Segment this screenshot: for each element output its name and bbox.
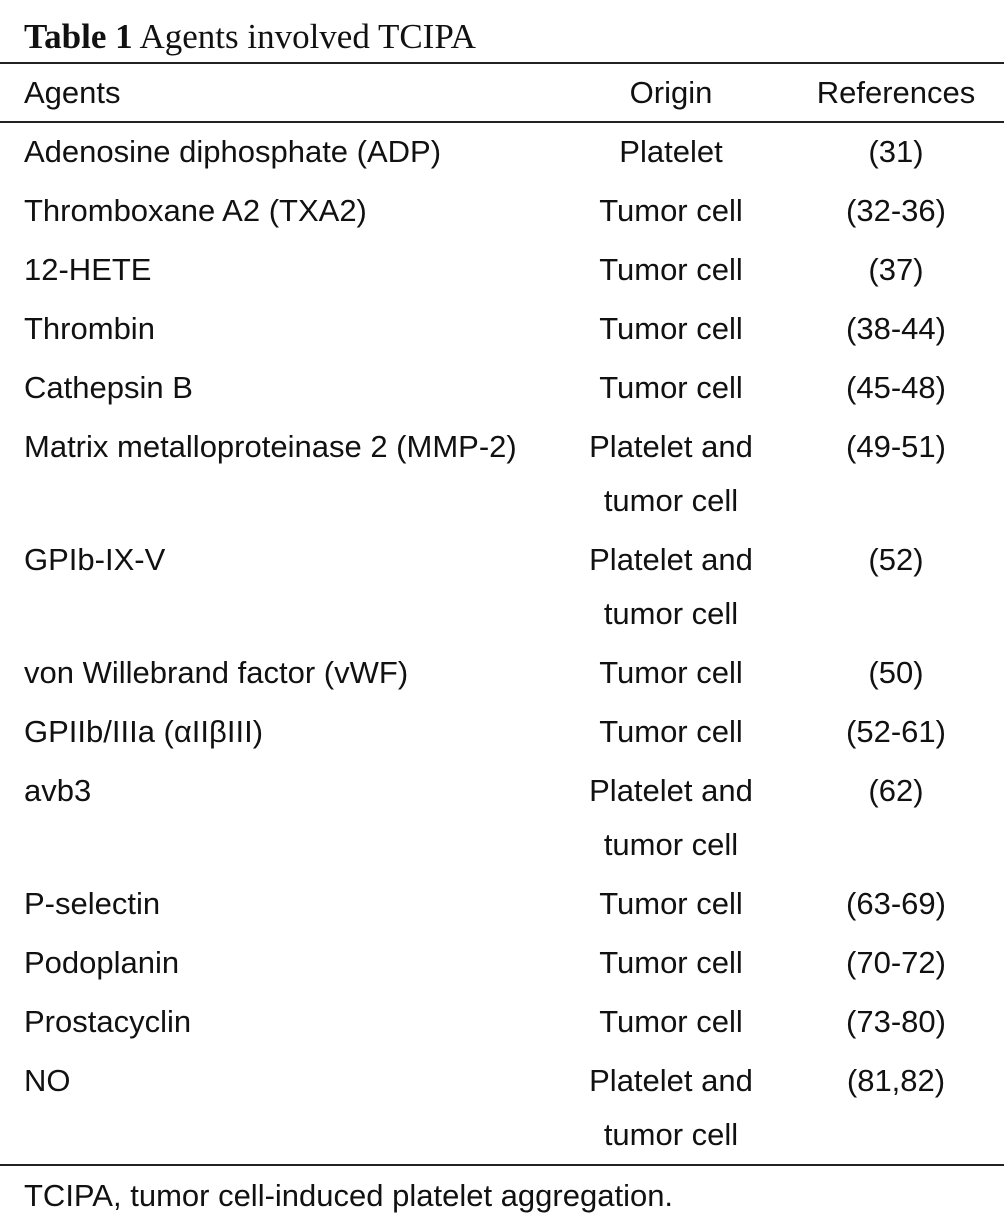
cell-agent: P-selectin (24, 886, 161, 921)
table-row (0, 993, 1004, 1052)
cell-references: (37) (868, 252, 924, 287)
cell-origin: Tumor cell (599, 714, 743, 749)
header-agents: Agents (24, 75, 121, 110)
cell-agent: GPIIb/IIIa (αIIβIII) (24, 714, 264, 749)
cell-origin: Platelet and tumor cell (589, 773, 753, 862)
cell-references: (45-48) (846, 370, 946, 405)
table-row (0, 418, 1004, 531)
cell-references: (62) (868, 773, 924, 808)
cell-agent: avb3 (24, 773, 92, 808)
table-caption-label: Table 1 (24, 17, 133, 56)
cell-origin: Platelet and tumor cell (589, 542, 753, 631)
cell-agent: Thrombin (24, 311, 155, 346)
table-row (0, 1052, 1004, 1165)
cell-references: (49-51) (846, 429, 946, 464)
cell-references: (31) (868, 134, 924, 169)
cell-references: (70-72) (846, 945, 946, 980)
cell-origin: Tumor cell (599, 945, 743, 980)
cell-origin: Platelet (619, 134, 723, 169)
cell-agent: Adenosine diphosphate (ADP) (24, 134, 442, 169)
table-row (0, 300, 1004, 359)
table-header-rule (0, 121, 1004, 123)
cell-agent: GPIb-IX-V (24, 542, 166, 577)
cell-agent: Podoplanin (24, 945, 180, 980)
cell-references: (73-80) (846, 1004, 946, 1039)
table-row (0, 241, 1004, 300)
cell-origin: Platelet and tumor cell (589, 1063, 753, 1152)
cell-agent: von Willebrand factor (vWF) (24, 655, 409, 690)
cell-origin: Platelet and tumor cell (589, 429, 753, 518)
cell-origin: Tumor cell (599, 886, 743, 921)
header-origin: Origin (629, 75, 713, 110)
header-references: References (816, 75, 976, 110)
cell-agent: 12-HETE (24, 252, 152, 287)
cell-references: (32-36) (846, 193, 946, 228)
table-row (0, 644, 1004, 703)
table-row (0, 875, 1004, 934)
cell-references: (50) (868, 655, 924, 690)
table-row (0, 934, 1004, 993)
table-footnote: TCIPA, tumor cell-induced platelet aggregation. (24, 1178, 674, 1213)
cell-references: (63-69) (846, 886, 946, 921)
table-row (0, 531, 1004, 644)
cell-agent: Cathepsin B (24, 370, 193, 405)
table-row (0, 123, 1004, 182)
cell-agent: Prostacyclin (24, 1004, 192, 1039)
agents-table (0, 62, 1004, 1165)
cell-agent: Thromboxane A2 (TXA2) (24, 193, 367, 228)
cell-origin: Tumor cell (599, 193, 743, 228)
table-row (0, 762, 1004, 875)
table-caption-title: Agents involved TCIPA (139, 17, 476, 56)
cell-origin: Tumor cell (599, 252, 743, 287)
table-row (0, 703, 1004, 762)
table-header-row (0, 62, 1004, 123)
cell-references: (52-61) (846, 714, 946, 749)
table-caption (24, 14, 476, 60)
cell-references: (38-44) (846, 311, 946, 346)
cell-origin: Tumor cell (599, 1004, 743, 1039)
cell-agent: Matrix metalloproteinase 2 (MMP-2) (24, 429, 517, 464)
cell-origin: Tumor cell (599, 655, 743, 690)
cell-origin: Tumor cell (599, 370, 743, 405)
table-row (0, 359, 1004, 418)
cell-references: (81,82) (846, 1063, 946, 1098)
cell-agent: NO (24, 1063, 71, 1098)
cell-references: (52) (868, 542, 924, 577)
cell-origin: Tumor cell (599, 311, 743, 346)
table-row (0, 182, 1004, 241)
table-bottom-rule (0, 1164, 1004, 1166)
